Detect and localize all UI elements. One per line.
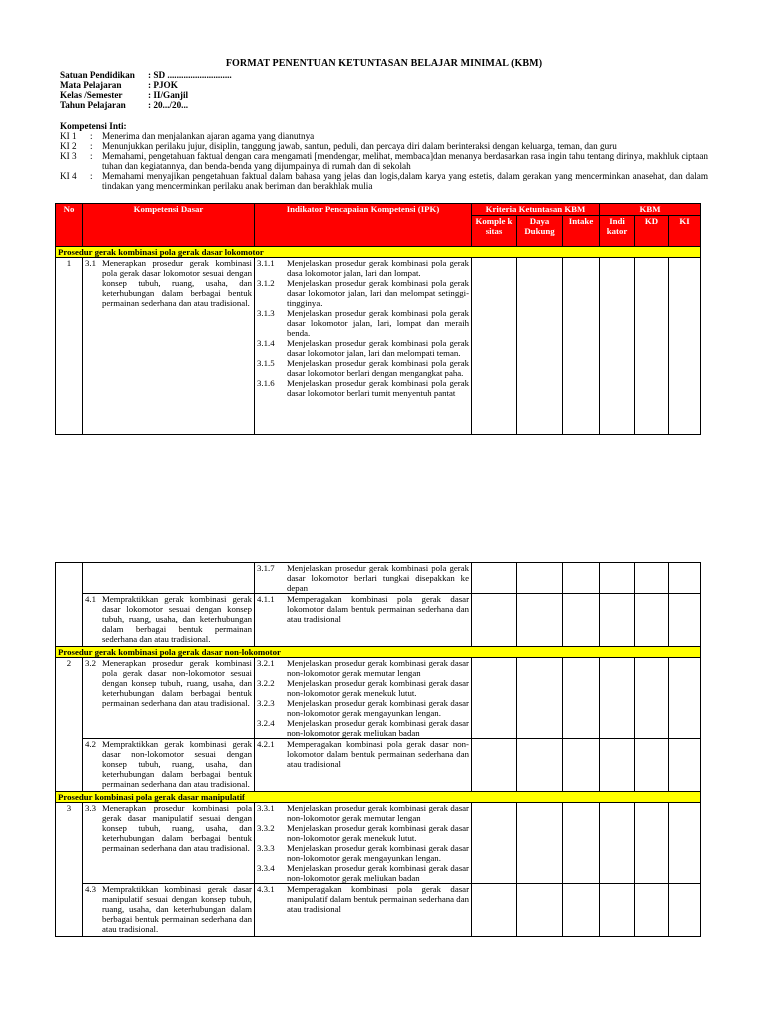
document-info — [60, 70, 232, 110]
ipk-text: Menjelaskan prosedur gerak kombinasi gerak dasar non-lokomotor gerak meliukan badan — [287, 718, 469, 738]
header-kompleksitas: Komple k sitas — [472, 216, 517, 247]
kd-cell — [83, 594, 255, 647]
ipk-text: Memperagakan kombinasi pola gerak dasar non-lokomotor dalam bentuk permainan sederhana dan atau tradisional — [287, 739, 469, 769]
header-indikator: Indi kator — [600, 216, 635, 247]
table-header-row — [56, 204, 701, 216]
ipk-cell — [255, 658, 472, 739]
kd-value-cell[interactable] — [635, 739, 669, 792]
kd-cell-empty — [83, 563, 255, 594]
ipk-cell — [255, 258, 472, 435]
ipk-code: 3.1.4 — [257, 338, 275, 348]
info-value: : 20.../20... — [148, 100, 189, 110]
ipk-text: Memperagakan kombinasi pola gerak dasar manipulatif dalam bentuk permainan sederhana dan atau tradisional — [287, 884, 469, 914]
ki-text: Menunjukkan perilaku jujur, disiplin, tanggung jawab, santun, peduli, dan percaya diri dalam berinteraksi dengan keluarga, teman, dan guru — [102, 141, 617, 151]
ki-text: Memahami menyajikan pengetahuan faktual dalam bahasa yang jelas dan logis,dalam karya yang estetis, dalam gerakan yang mencerminkan anasehat, dan dalam tindakan yang mencerminkan perilaku anak beriman dan berakhlak mulia — [102, 171, 708, 191]
ipk-code: 3.1.5 — [257, 358, 275, 368]
info-value: : II/Ganjil — [148, 90, 189, 100]
section-row — [56, 647, 701, 658]
ki-code: KI 3 — [60, 151, 77, 161]
info-label: Satuan Pendidikan — [60, 70, 135, 80]
ki-item — [60, 131, 708, 141]
kd-cell — [83, 658, 255, 739]
kd-number: 4.3 — [85, 884, 96, 894]
kd-text: Menerapkan prosedur gerak kombinasi pola gerak dasar non-lokomotor sesuai dengan konsep tubuh, ruang, usaha, dan keterhubungan dalam berbagai bentuk permainan sederhana dan atau tradisional. — [102, 658, 252, 708]
ipk-text: Menjelaskan prosedur gerak kombinasi pola gerak dasar lokomotor berlari tungkai disepakkan ke depan — [287, 563, 469, 593]
ki-value-cell[interactable] — [669, 594, 701, 647]
kd-number: 4.1 — [85, 594, 96, 604]
ipk-text: Menjelaskan prosedur gerak kombinasi pola gerak dasar lokomotor jalan, lari dan melompati teman. — [287, 338, 469, 358]
kd-value-cell[interactable] — [635, 563, 669, 594]
intake-cell[interactable] — [563, 658, 600, 739]
ki-value-cell[interactable] — [669, 563, 701, 594]
section-title-lokomotor: Prosedur gerak kombinasi pola gerak dasar lokomotor — [56, 247, 701, 258]
kd-cell — [83, 884, 255, 937]
header-kbm: KBM — [600, 204, 701, 216]
header-kd: KD — [635, 216, 669, 247]
table-row — [56, 739, 701, 792]
kd-number: 4.2 — [85, 739, 96, 749]
ipk-code: 3.1.7 — [257, 563, 275, 573]
ipk-code: 3.1.3 — [257, 308, 275, 318]
ipk-cell — [255, 803, 472, 884]
ipk-text: Menjelaskan prosedur gerak kombinasi gerak dasar non-lokomotor gerak mengayunkan lengan. — [287, 698, 469, 718]
ipk-item — [257, 278, 469, 308]
ki-colon: : — [90, 171, 93, 181]
ipk-item — [257, 823, 469, 843]
daya-dukung-cell[interactable] — [517, 658, 563, 739]
ipk-cell — [255, 884, 472, 937]
daya-dukung-cell[interactable] — [517, 884, 563, 937]
kd-number: 3.2 — [85, 658, 96, 668]
ipk-text: Menjelaskan prosedur gerak kombinasi pola gerak dasar lokomotor berlari tumit menyentuh pantat — [287, 378, 469, 398]
intake-cell[interactable] — [563, 594, 600, 647]
kd-value-cell[interactable] — [635, 594, 669, 647]
info-row-mapel — [60, 80, 232, 90]
row-number: 1 — [56, 258, 83, 435]
ipk-code: 3.3.2 — [257, 823, 275, 833]
daya-dukung-cell[interactable] — [517, 563, 563, 594]
daya-dukung-cell[interactable] — [517, 258, 563, 435]
kd-text: Mempraktikkan gerak kombinasi gerak dasar non-lokomotor sesuai dengan konsep tubuh, ruang, usaha, dan keterhubungan dalam berbagai bentuk permainan sederhana dan atau tradisional. — [102, 739, 252, 789]
ipk-text: Menjelaskan prosedur gerak kombinasi pola gerak dasa lokomotor jalan, lari dan lompat. — [287, 258, 469, 278]
kd-value-cell[interactable] — [635, 803, 669, 884]
kbm-table-part1 — [55, 203, 701, 435]
indikator-cell[interactable] — [600, 884, 635, 937]
ki-code: KI 1 — [60, 131, 77, 141]
info-row-tahun — [60, 100, 232, 110]
section-row — [56, 792, 701, 803]
ki-item — [60, 151, 708, 171]
header-kompetensi-dasar: Kompetensi Dasar — [83, 204, 255, 247]
ki-colon: : — [90, 131, 93, 141]
info-label: Kelas /Semester — [60, 90, 123, 100]
table-row — [56, 594, 701, 647]
ipk-code: 3.3.4 — [257, 863, 275, 873]
ipk-code: 3.1.2 — [257, 278, 275, 288]
ki-item — [60, 141, 708, 151]
ki-list — [60, 131, 708, 191]
ipk-code: 3.2.3 — [257, 698, 275, 708]
ki-text: Memahami, pengetahuan faktual dengan cara mengamati [mendengar, melihat, membaca]dan menanya berdasarkan rasa ingin tahu tentang dirinya, makhluk ciptaan tuhan dan kegiatannya, dan benda-benda yang dijumpainya di rumah dan di sekolah — [102, 151, 709, 171]
ipk-item — [257, 594, 469, 624]
ipk-item — [257, 698, 469, 718]
ipk-text: Menjelaskan prosedur gerak kombinasi gerak dasar non-lokomotor gerak menekuk lutut. — [287, 823, 469, 843]
ipk-code: 4.2.1 — [257, 739, 275, 749]
ipk-item — [257, 358, 469, 378]
ipk-code: 3.3.1 — [257, 803, 275, 813]
ipk-text: Menjelaskan prosedur gerak kombinasi gerak dasar non-lokomotor gerak memutar lengan — [287, 658, 469, 678]
ipk-text: Menjelaskan prosedur gerak kombinasi gerak dasar non-lokomotor gerak meliukan badan — [287, 863, 469, 883]
ipk-item — [257, 563, 469, 593]
ipk-item — [257, 843, 469, 863]
kompleksitas-cell[interactable] — [472, 884, 517, 937]
ki-colon: : — [90, 141, 93, 151]
ki-item — [60, 171, 708, 191]
row-number: 3 — [56, 803, 83, 937]
ki-value-cell[interactable] — [669, 658, 701, 739]
ipk-code: 4.1.1 — [257, 594, 275, 604]
section-title-manipulatif: Prosedur kombinasi pola gerak dasar manipulatif — [56, 792, 701, 803]
section-title-non-lokomotor: Prosedur gerak kombinasi pola gerak dasar non-lokomotor — [56, 647, 701, 658]
intake-cell[interactable] — [563, 803, 600, 884]
ipk-item — [257, 739, 469, 769]
kompleksitas-cell[interactable] — [472, 803, 517, 884]
info-row-satuan — [60, 70, 232, 80]
row-number-continued — [56, 563, 83, 647]
ipk-item — [257, 308, 469, 338]
ki-colon: : — [90, 151, 93, 161]
intake-cell[interactable] — [563, 884, 600, 937]
indikator-cell[interactable] — [600, 258, 635, 435]
kd-value-cell[interactable] — [635, 884, 669, 937]
ipk-code: 3.1.6 — [257, 378, 275, 388]
ipk-text: Menjelaskan prosedur gerak kombinasi pola gerak dasar lokomotor jalan, lari dan melompat setinggi-tingginya. — [287, 278, 469, 308]
indikator-cell[interactable] — [600, 803, 635, 884]
daya-dukung-cell[interactable] — [517, 594, 563, 647]
kompleksitas-cell[interactable] — [472, 258, 517, 435]
ki-value-cell[interactable] — [669, 884, 701, 937]
ipk-item — [257, 863, 469, 883]
page-title: FORMAT PENENTUAN KETUNTASAN BELAJAR MINIMAL (KBM) — [225, 58, 543, 69]
ipk-text: Menjelaskan prosedur gerak kombinasi gerak dasar non-lokomotor gerak memutar lengan — [287, 803, 469, 823]
intake-cell[interactable] — [563, 563, 600, 594]
kd-text: Mempraktikkan gerak kombinasi gerak dasar lokomotor sesuai dengan konsep tubuh, ruang, usaha, dan keterhubungan dalam berbagai bentuk permainan sederhana dan atau tradisional. — [102, 594, 252, 644]
ipk-item — [257, 678, 469, 698]
kd-value-cell[interactable] — [635, 658, 669, 739]
ki-code: KI 2 — [60, 141, 77, 151]
table-row — [56, 258, 701, 435]
ipk-cell — [255, 563, 472, 594]
intake-cell[interactable] — [563, 258, 600, 435]
table-row — [56, 884, 701, 937]
intake-cell[interactable] — [563, 739, 600, 792]
ipk-item — [257, 378, 469, 398]
table-row — [56, 658, 701, 739]
ipk-code: 3.3.3 — [257, 843, 275, 853]
ki-text: Menerima dan menjalankan ajaran agama yang dianutnya — [102, 131, 315, 141]
ki-value-cell[interactable] — [669, 739, 701, 792]
daya-dukung-cell[interactable] — [517, 803, 563, 884]
header-ipk: Indikator Pencapaian Kompetensi (IPK) — [255, 204, 472, 247]
ipk-code: 4.3.1 — [257, 884, 275, 894]
info-value: : SD ............................ — [148, 70, 232, 80]
info-label: Mata Pelajaran — [60, 80, 122, 90]
ipk-text: Memperagakan kombinasi pola gerak dasar lokomotor dalam bentuk permainan sederhana dan atau tradisional — [287, 594, 469, 624]
table-row — [56, 563, 701, 594]
ipk-code: 3.2.2 — [257, 678, 275, 688]
kd-value-cell[interactable] — [635, 258, 669, 435]
kd-number: 3.1 — [85, 258, 96, 268]
header-kriteria: Kriteria Ketuntasan KBM — [472, 204, 600, 216]
kd-cell — [83, 258, 255, 435]
indikator-cell[interactable] — [600, 563, 635, 594]
row-number: 2 — [56, 658, 83, 792]
header-intake: Intake — [563, 216, 600, 247]
ipk-text: Menjelaskan prosedur gerak kombinasi pola gerak dasar lokomotor jalan, lari, lompat dan meraih benda. — [287, 308, 469, 338]
kompleksitas-cell[interactable] — [472, 739, 517, 792]
kompleksitas-cell[interactable] — [472, 594, 517, 647]
indikator-cell[interactable] — [600, 594, 635, 647]
kd-number: 3.3 — [85, 803, 96, 813]
ipk-cell — [255, 739, 472, 792]
ki-value-cell[interactable] — [669, 258, 701, 435]
header-no: No — [56, 204, 83, 247]
ipk-item — [257, 658, 469, 678]
ipk-text: Menjelaskan prosedur gerak kombinasi gerak dasar non-lokomotor gerak menekuk lutut. — [287, 678, 469, 698]
ipk-cell — [255, 594, 472, 647]
kompleksitas-cell[interactable] — [472, 658, 517, 739]
ipk-item — [257, 258, 469, 278]
table-row — [56, 803, 701, 884]
section-row — [56, 247, 701, 258]
ki-code: KI 4 — [60, 171, 77, 181]
ipk-item — [257, 884, 469, 914]
ki-value-cell[interactable] — [669, 803, 701, 884]
info-row-kelas — [60, 90, 232, 100]
ipk-item — [257, 803, 469, 823]
ipk-item — [257, 338, 469, 358]
kd-cell — [83, 803, 255, 884]
ki-heading: Kompetensi Inti: — [60, 121, 127, 131]
kd-text: Menerapkan prosedur kombinasi pola gerak dasar manipulatif sesuai dengan konsep tubuh, ruang, usaha, dan keterhubungan dalam berbagai bentuk permainan sederhana dan atau tradisional. — [102, 803, 252, 853]
kd-text: Menerapkan prosedur gerak kombinasi pola gerak dasar lokomotor sesuai dengan konsep tubuh, ruang, usaha, dan keterhubungan dalam berbagai bentuk permainan sederhana dan atau tradisional. — [102, 258, 252, 308]
kbm-table-part2 — [55, 562, 701, 937]
info-label: Tahun Pelajaran — [60, 100, 126, 110]
ipk-code: 3.1.1 — [257, 258, 275, 268]
info-value: : PJOK — [148, 80, 178, 90]
kd-text: Mempraktikkan kombinasi gerak dasar manipulatif sesuai dengan konsep tubuh, ruang, usaha, dan keterhubungan dalam berbagai bentuk permainan sederhana dan atau tradisional. — [102, 884, 252, 934]
header-daya-dukung: Daya Dukung — [517, 216, 563, 247]
ipk-code: 3.2.1 — [257, 658, 275, 668]
ipk-item — [257, 718, 469, 738]
indikator-cell[interactable] — [600, 739, 635, 792]
daya-dukung-cell[interactable] — [517, 739, 563, 792]
ipk-text: Menjelaskan prosedur gerak kombinasi gerak dasar non-lokomotor gerak mengayunkan lengan. — [287, 843, 469, 863]
ipk-code: 3.2.4 — [257, 718, 275, 728]
kompleksitas-cell[interactable] — [472, 563, 517, 594]
ipk-text: Menjelaskan prosedur gerak kombinasi pola gerak dasar lokomotor berlari dengan mengangkat paha. — [287, 358, 469, 378]
kd-cell — [83, 739, 255, 792]
indikator-cell[interactable] — [600, 658, 635, 739]
header-ki: KI — [669, 216, 701, 247]
